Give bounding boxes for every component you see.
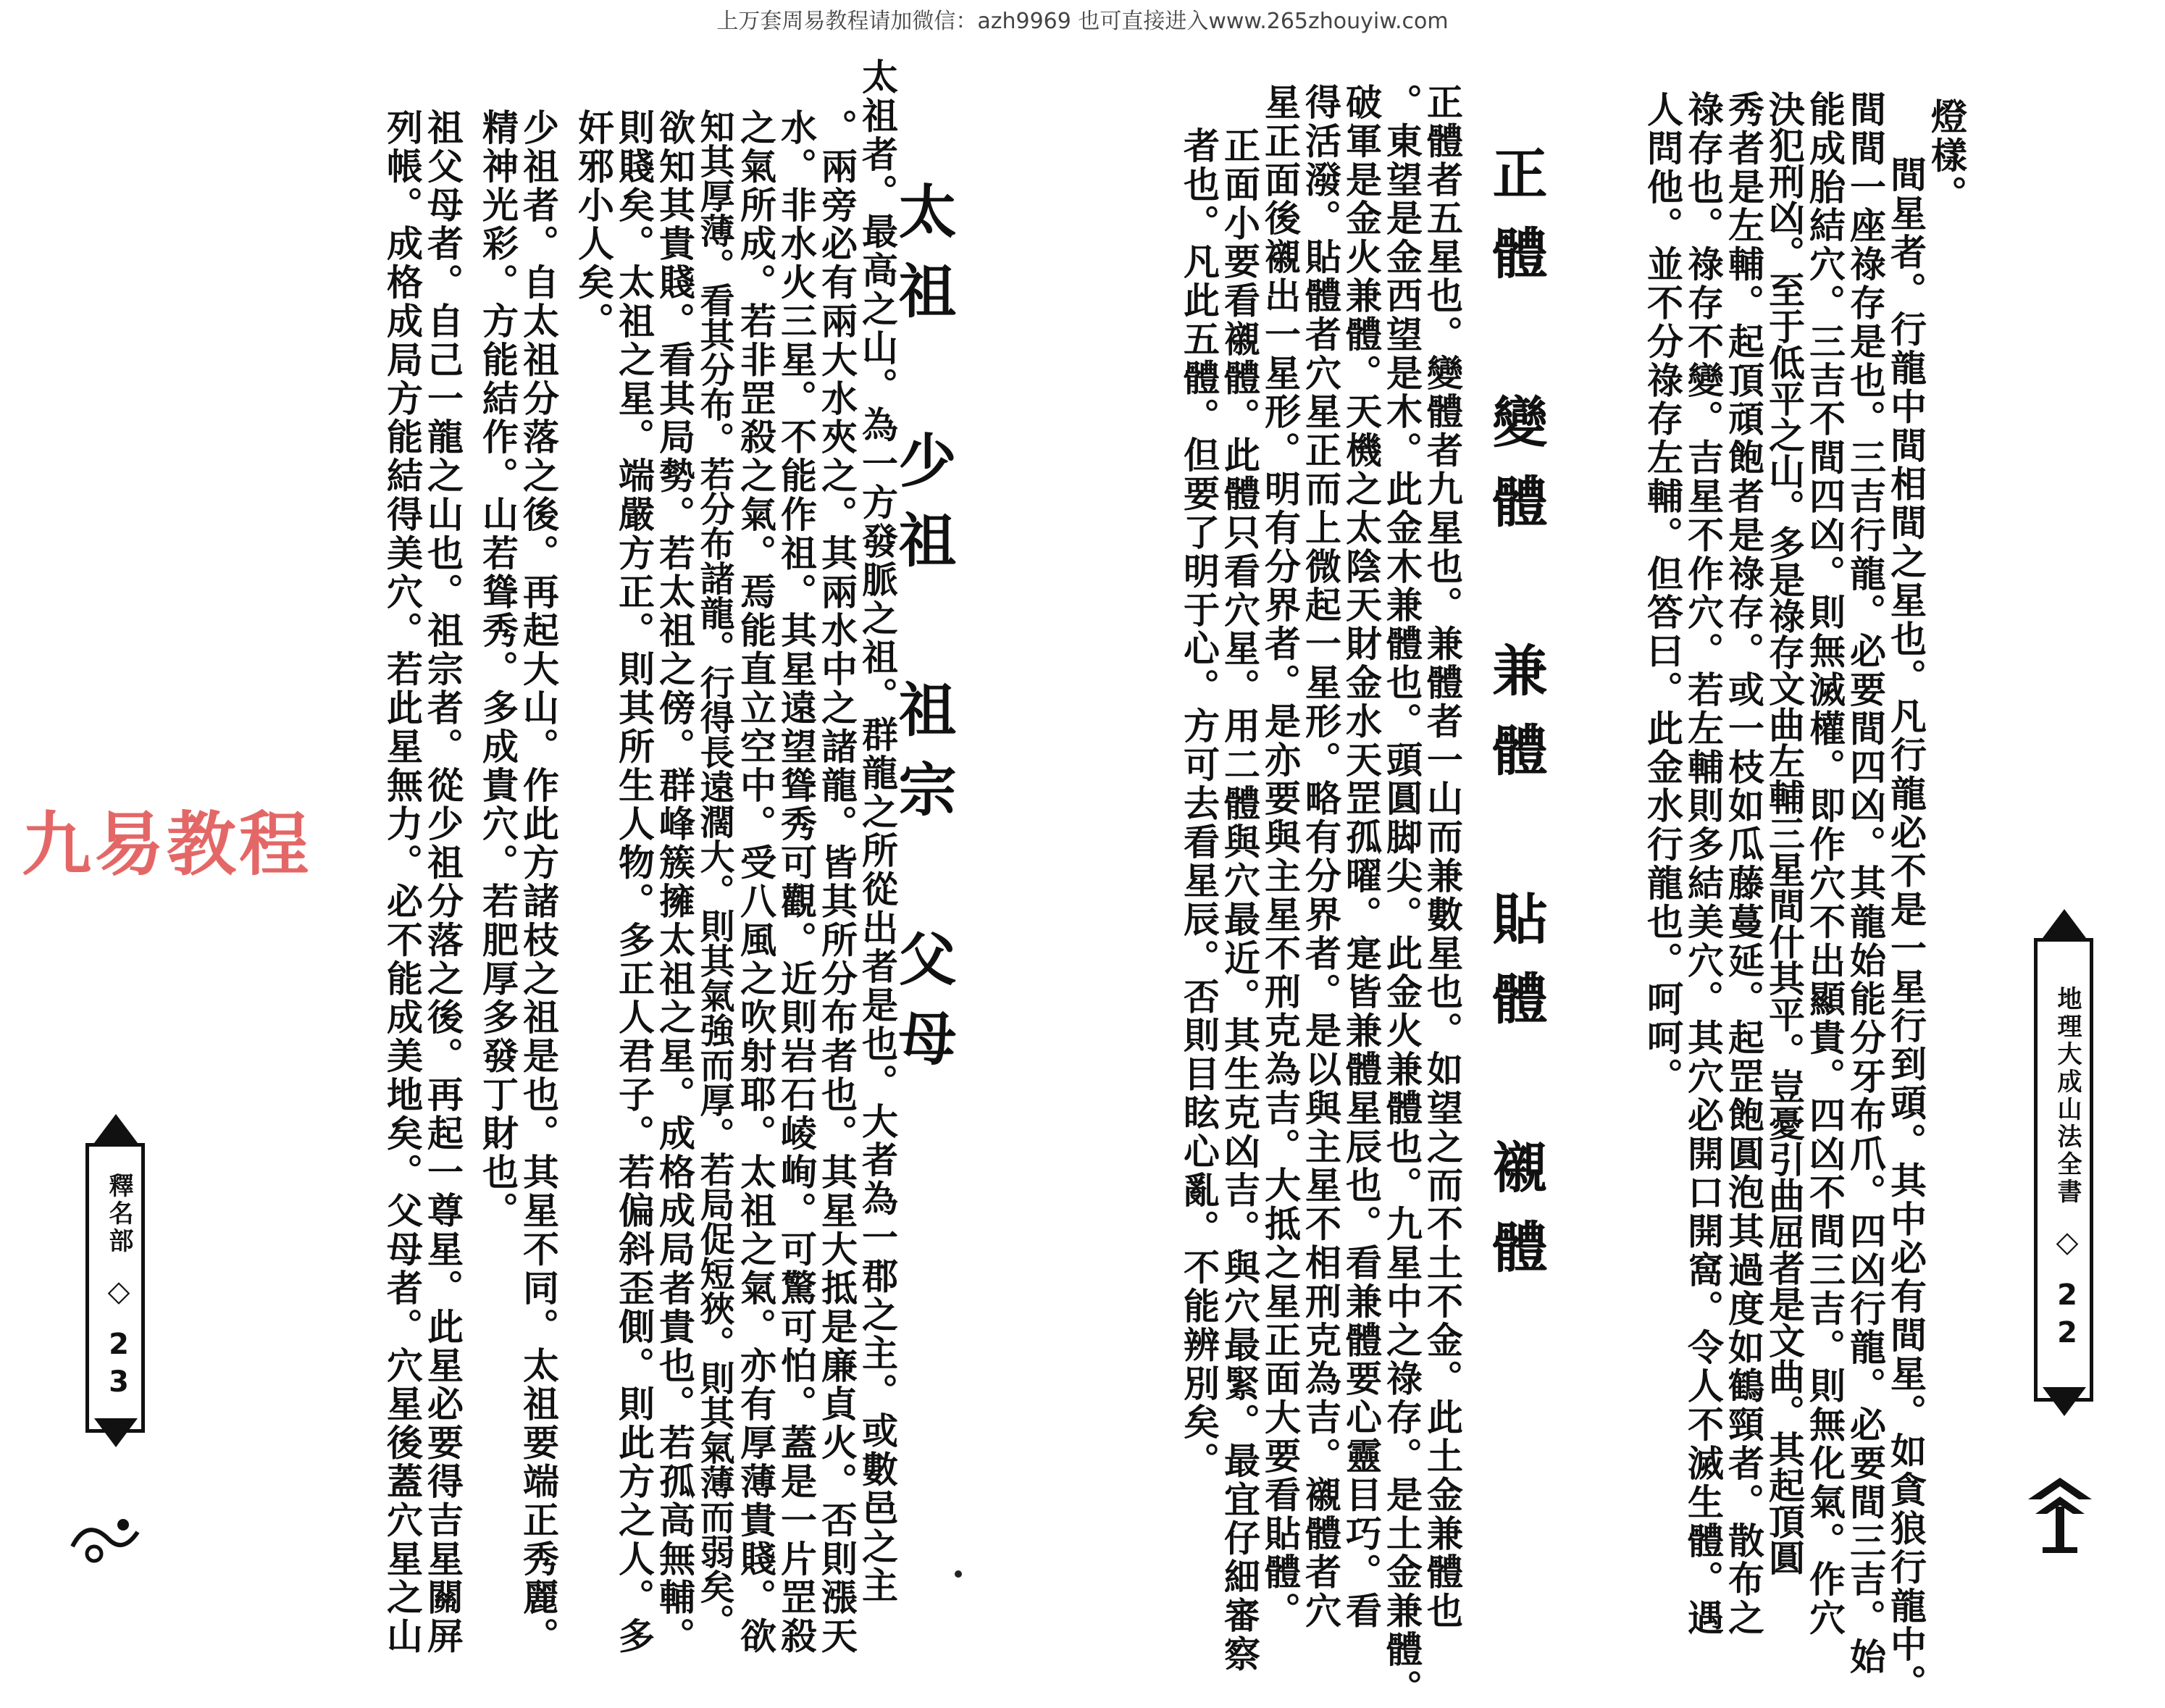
diamond-icon: ◇ [2051,1226,2084,1259]
diamond-icon: ◇ [102,1275,135,1308]
text-column: 水。非水火三星。不能作祖。其星遠望聳秀可觀。近則岩石崚峋。可驚可怕。蓋是一片罡殺 [775,109,818,1656]
section-heading: 正體 變體 兼體 貼體 襯體 [1483,145,1548,1298]
text-column: 祖父母者。自己一龍之山也。祖宗者。從少祖分落之後。再起一尊星。此星必要得吉星關屏 [422,109,464,1656]
text-column: 則賤矣。太祖之星。端嚴方正。則其所生人物。多正人君子。若偏斜歪側。則此方之人。多 [613,109,656,1656]
label-cap [2043,1387,2086,1416]
label-cap [94,1114,138,1143]
header-watermark: 上万套周易教程请加微信：azh9969 也可直接进入www.265zhouyiw.com [716,9,1449,34]
text-column: 奸邪小人矣。 [572,109,615,341]
text-column: 精神光彩。方能結作。山若聳秀。多成貴穴。若肥厚多發丁財也。 [477,109,519,1231]
text-column: 間間一座祿存是也。三吉行龍。必要間四凶。其龍始能分牙布爪。四凶行龍。必要間三吉。始 [1844,91,1887,1677]
text-column: 者也。凡此五體。但要了明于心。方可去看星辰。否則目眩心亂。不能辨別矣。 [1178,127,1220,1481]
book-title: 地理大成山法全書 [2053,986,2082,1206]
text-column: 欲知其貴賤。看其局勢。若太祖之傍。群峰簇擁太祖之星。成格成局者貴也。若孤高無輔。 [653,109,696,1656]
label-cap [2043,909,2086,938]
section-heading: 太祖 少祖 祖宗 父母 [889,181,957,1088]
text-column: 決犯刑凶。至于低平之山。多是祿存文曲左輔三星間什其平。豈憂引曲屈者是文曲。其起頂圓 [1763,91,1806,1575]
tree-ornament-icon [2021,1470,2101,1557]
text-column: 星正面後襯出一星形。明有分界者。是亦要與主星不刑克為吉。大抵之星正面大要看貼體。 [1259,83,1302,1630]
book-page-label [2034,938,2093,1402]
page-number: 23 [102,1328,135,1403]
text-column: 。東望是金西望是木。此金木兼體也。頭圓脚尖。此金火兼體也。九星中之祿存。是土金兼體。 [1381,83,1423,1708]
section-name: 釋名部 [104,1173,133,1255]
text-column: 知其厚薄。看其分布。若分布諸龍。行得長遠濶大。則其氣強而厚。若局促短狹。則其氣薄而弱矣。 [694,109,734,1638]
left-page [0,0,1082,1665]
text-column: 能成胎結穴。三吉不間四凶。則無滅權。即作穴不出顯貴。四凶不間三吉。則無化氣。作穴 [1804,91,1846,1638]
page-number: 22 [2051,1278,2084,1354]
text-column: 秀者是左輔。起頂頑飽者是祿存。或一枝如瓜藤蔓延。起罡飽圓泡其過度如鶴頸者。散布之 [1722,91,1765,1638]
text-column: 正面小要看襯體。此體只看穴星。用二體與穴最近。其生克凶吉。與穴最緊。最宜仔細審察 [1218,127,1261,1674]
text-column: 人問他。並不分祿存左輔。但答曰。此金水行龍也。呵呵。 [1641,91,1684,1097]
right-page [1082,0,2165,1708]
text-column: 祿存也。祿存不變。吉星不作穴。若左輔則多結美穴。其穴必開口開窩。令人不滅生體。遇 [1682,91,1725,1638]
ornament-icon [58,1503,152,1575]
brand-watermark: 九易教程 [22,804,311,885]
text-column: 間星者。行龍中間相間之星也。凡行龍必不是一星行到頭。其中必有間星。如貪狼行龍中。 [1885,156,1927,1703]
text-column: 之氣所成。若非罡殺之氣。焉能直立空中。受八風之吹射耶。太祖之氣。亦有厚薄貴賤。欲 [734,109,777,1656]
text-column: 正體者五星也。變體者九星也。兼體者一山而兼數星也。如望之而不土不金。此土金兼體也 [1421,83,1464,1630]
text-column: 太祖者。最高之山。為一方發脈之祖。群龍之所從出者是也。大者為一郡之主。或數邑之主 [856,58,899,1605]
text-column: 少祖者。自太祖分落之後。再起大山。作此方諸枝之祖是也。其星不同。太祖要端正秀麗。 [517,109,560,1656]
text-column: 。兩旁必有兩大水夾之。其兩水中之諸龍。皆其所分布者也。其星大抵是廉貞火。否則漲天 [816,109,858,1656]
label-cap [94,1418,138,1447]
text-column: 得活潑。貼體者穴星正而上微起一星形。略有分界者。是以與主星不相刑克為吉。襯體者穴 [1299,83,1342,1630]
text-column: 列帳。成格成局方能結得美穴。若此星無力。必不能成美地矣。父母者。穴星後蓋穴星之山 [381,109,424,1656]
fold-mark [955,1570,962,1578]
section-page-label [85,1143,145,1433]
text-column: 破軍是金火兼體。天機之太陰天財金水天罡孤曜。寔皆兼體星辰也。看兼體要心靈目巧。看 [1340,83,1383,1630]
text-column: 燈樣。 [1925,98,1968,214]
